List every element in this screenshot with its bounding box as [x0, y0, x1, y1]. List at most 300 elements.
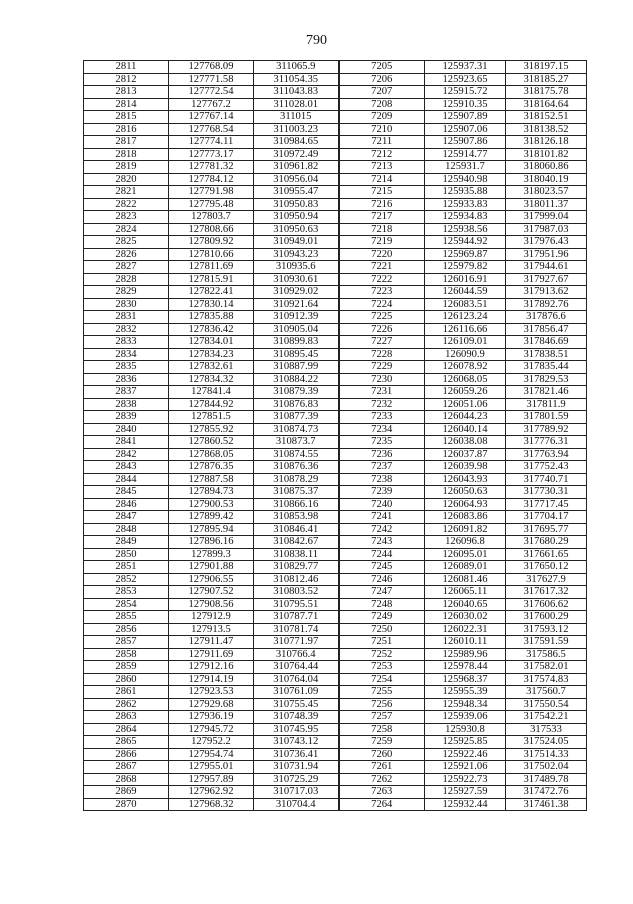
table-cell: 317829.53: [506, 373, 587, 386]
table-cell: 126064.93: [425, 498, 506, 511]
table-cell: 317617.32: [506, 586, 587, 599]
table-cell: 318101.82: [506, 148, 587, 161]
table-cell: 318060.86: [506, 161, 587, 174]
table-cell: 127834.32: [169, 373, 254, 386]
table-cell: 7246: [339, 573, 425, 586]
table-cell: 311065.9: [254, 61, 339, 74]
table-row: [84, 198, 587, 211]
table-row: [84, 186, 587, 199]
table-cell: 2843: [84, 461, 169, 474]
table-cell: 127907.52: [169, 586, 254, 599]
table-cell: 126091.82: [425, 523, 506, 536]
table-cell: 310878.29: [254, 473, 339, 486]
table-cell: 125935.88: [425, 186, 506, 199]
table-cell: 310764.44: [254, 661, 339, 674]
table-cell: 127822.41: [169, 286, 254, 299]
table-row: [84, 511, 587, 524]
table-cell: 127899.42: [169, 511, 254, 524]
table-cell: 126083.86: [425, 511, 506, 524]
table-cell: 7219: [339, 236, 425, 249]
table-cell: 7231: [339, 386, 425, 399]
table-cell: 310795.51: [254, 598, 339, 611]
table-cell: 310955.47: [254, 186, 339, 199]
table-cell: 317680.29: [506, 536, 587, 549]
table-cell: 7261: [339, 761, 425, 774]
table-cell: 311003.23: [254, 123, 339, 136]
table-cell: 127815.91: [169, 273, 254, 286]
table-cell: 310874.73: [254, 423, 339, 436]
table-cell: 2863: [84, 711, 169, 724]
table-cell: 127900.53: [169, 498, 254, 511]
page-number: 790: [306, 33, 327, 48]
table-cell: 310943.23: [254, 248, 339, 261]
table-cell: 7220: [339, 248, 425, 261]
table-cell: 317472.76: [506, 786, 587, 799]
table-cell: 310853.98: [254, 511, 339, 524]
table-row: [84, 298, 587, 311]
table-cell: 2816: [84, 123, 169, 136]
table-cell: 125933.83: [425, 198, 506, 211]
table-cell: 317582.01: [506, 661, 587, 674]
table-cell: 7205: [339, 61, 425, 74]
table-cell: 127962.92: [169, 786, 254, 799]
table-cell: 317730.31: [506, 486, 587, 499]
table-cell: 2827: [84, 261, 169, 274]
table-cell: 127896.16: [169, 536, 254, 549]
table-cell: 2857: [84, 636, 169, 649]
table-cell: 7250: [339, 623, 425, 636]
table-cell: 317821.46: [506, 386, 587, 399]
table-row: [84, 361, 587, 374]
table-row: [84, 98, 587, 111]
table-cell: 125934.83: [425, 211, 506, 224]
table-cell: 317524.05: [506, 736, 587, 749]
table-cell: 127767.14: [169, 111, 254, 124]
table-row: [84, 111, 587, 124]
table-row: [84, 798, 587, 811]
table-row: [84, 286, 587, 299]
table-cell: 317514.33: [506, 748, 587, 761]
table-cell: 2856: [84, 623, 169, 636]
table-cell: 2815: [84, 111, 169, 124]
table-row: [84, 723, 587, 736]
table-row: [84, 711, 587, 724]
table-cell: 7253: [339, 661, 425, 674]
table-cell: 310984.65: [254, 136, 339, 149]
table-cell: 310781.74: [254, 623, 339, 636]
table-cell: 317801.59: [506, 411, 587, 424]
table-cell: 2842: [84, 448, 169, 461]
table-cell: 317892.76: [506, 298, 587, 311]
table-cell: 126059.26: [425, 386, 506, 399]
table-cell: 317627.9: [506, 573, 587, 586]
table-cell: 127808.66: [169, 223, 254, 236]
table-cell: 127774.11: [169, 136, 254, 149]
table-cell: 310873.7: [254, 436, 339, 449]
table-cell: 311043.83: [254, 86, 339, 99]
table-row: [84, 373, 587, 386]
table-cell: 310887.99: [254, 361, 339, 374]
table-cell: 2839: [84, 411, 169, 424]
table-cell: 7259: [339, 736, 425, 749]
table-cell: 2825: [84, 236, 169, 249]
table-cell: 310950.63: [254, 223, 339, 236]
table-cell: 127923.53: [169, 686, 254, 699]
table-cell: 126016.91: [425, 273, 506, 286]
table-cell: 310876.36: [254, 461, 339, 474]
table-cell: 2817: [84, 136, 169, 149]
table-cell: 7207: [339, 86, 425, 99]
table-row: [84, 236, 587, 249]
table-row: [84, 436, 587, 449]
table-cell: 7216: [339, 198, 425, 211]
table-cell: 7233: [339, 411, 425, 424]
table-row: [84, 623, 587, 636]
table-cell: 2869: [84, 786, 169, 799]
table-row: [84, 86, 587, 99]
table-cell: 317574.83: [506, 673, 587, 686]
table-cell: 7260: [339, 748, 425, 761]
table-cell: 127851.5: [169, 411, 254, 424]
table-cell: 2847: [84, 511, 169, 524]
table-cell: 310761.09: [254, 686, 339, 699]
table-cell: 126116.66: [425, 323, 506, 336]
table-cell: 2865: [84, 736, 169, 749]
table-cell: 2821: [84, 186, 169, 199]
table-cell: 7252: [339, 648, 425, 661]
table-cell: 126123.24: [425, 311, 506, 324]
table-cell: 2851: [84, 561, 169, 574]
table-cell: 7211: [339, 136, 425, 149]
table-cell: 7222: [339, 273, 425, 286]
table-cell: 317752.43: [506, 461, 587, 474]
table-cell: 7224: [339, 298, 425, 311]
table-cell: 317560.7: [506, 686, 587, 699]
table-cell: 126010.11: [425, 636, 506, 649]
table-cell: 310764.04: [254, 673, 339, 686]
table-cell: 317704.17: [506, 511, 587, 524]
table-cell: 125948.34: [425, 698, 506, 711]
table-cell: 310766.4: [254, 648, 339, 661]
table-cell: 317951.96: [506, 248, 587, 261]
table-cell: 125930.8: [425, 723, 506, 736]
table-row: [84, 498, 587, 511]
table-cell: 127835.88: [169, 311, 254, 324]
table-cell: 126083.51: [425, 298, 506, 311]
table-cell: 2866: [84, 748, 169, 761]
table-cell: 7262: [339, 773, 425, 786]
table-cell: 317593.12: [506, 623, 587, 636]
table-cell: 127945.72: [169, 723, 254, 736]
table-cell: 310875.37: [254, 486, 339, 499]
table-cell: 7210: [339, 123, 425, 136]
table-row: [84, 686, 587, 699]
table-cell: 2853: [84, 586, 169, 599]
table-row: [84, 598, 587, 611]
table-cell: 318185.27: [506, 73, 587, 86]
table-cell: 318126.18: [506, 136, 587, 149]
table-cell: 2836: [84, 373, 169, 386]
table-cell: 127795.48: [169, 198, 254, 211]
table-cell: 310879.39: [254, 386, 339, 399]
table-cell: 125940.98: [425, 173, 506, 186]
table-row: [84, 548, 587, 561]
table-cell: 317763.94: [506, 448, 587, 461]
table-cell: 125914.77: [425, 148, 506, 161]
table-cell: 2859: [84, 661, 169, 674]
table-row: [84, 561, 587, 574]
table-cell: 317717.45: [506, 498, 587, 511]
table-cell: 318152.51: [506, 111, 587, 124]
table-cell: 310930.61: [254, 273, 339, 286]
table-cell: 310912.39: [254, 311, 339, 324]
table-cell: 317461.38: [506, 798, 587, 811]
table-cell: 7226: [339, 323, 425, 336]
table-cell: 2831: [84, 311, 169, 324]
table-cell: 7213: [339, 161, 425, 174]
table-cell: 2848: [84, 523, 169, 536]
table-cell: 2814: [84, 98, 169, 111]
table-cell: 127844.92: [169, 398, 254, 411]
table-cell: 126068.05: [425, 373, 506, 386]
table-cell: 125938.56: [425, 223, 506, 236]
table-cell: 127836.42: [169, 323, 254, 336]
table-cell: 317838.51: [506, 348, 587, 361]
table-cell: 127860.52: [169, 436, 254, 449]
table-cell: 317927.67: [506, 273, 587, 286]
table-row: [84, 698, 587, 711]
table-row: [84, 586, 587, 599]
table-row: [84, 398, 587, 411]
table-cell: 127773.17: [169, 148, 254, 161]
table-cell: 317740.71: [506, 473, 587, 486]
table-cell: 125907.06: [425, 123, 506, 136]
table-cell: 7264: [339, 798, 425, 811]
table-cell: 2840: [84, 423, 169, 436]
table-cell: 310748.39: [254, 711, 339, 724]
table-row: [84, 736, 587, 749]
table-cell: 2860: [84, 673, 169, 686]
table-cell: 126044.59: [425, 286, 506, 299]
table-row: [84, 423, 587, 436]
table-cell: 7249: [339, 611, 425, 624]
table-cell: 126051.06: [425, 398, 506, 411]
table-cell: 2858: [84, 648, 169, 661]
table-cell: 317695.77: [506, 523, 587, 536]
table-cell: 310731.94: [254, 761, 339, 774]
table-cell: 127912.16: [169, 661, 254, 674]
table-cell: 127936.19: [169, 711, 254, 724]
table-cell: 2868: [84, 773, 169, 786]
table-cell: 127908.56: [169, 598, 254, 611]
table-cell: 7209: [339, 111, 425, 124]
table-cell: 2812: [84, 73, 169, 86]
table-cell: 317502.04: [506, 761, 587, 774]
table-cell: 2822: [84, 198, 169, 211]
table-cell: 125910.35: [425, 98, 506, 111]
table-cell: 125907.89: [425, 111, 506, 124]
table-cell: 310949.01: [254, 236, 339, 249]
table-cell: 127911.69: [169, 648, 254, 661]
table-cell: 317591.59: [506, 636, 587, 649]
table-cell: 7225: [339, 311, 425, 324]
table-row: [84, 448, 587, 461]
table-cell: 125915.72: [425, 86, 506, 99]
table-row: [84, 461, 587, 474]
table-cell: 127929.68: [169, 698, 254, 711]
table-cell: 127834.23: [169, 348, 254, 361]
table-cell: 125978.44: [425, 661, 506, 674]
table-cell: 126038.08: [425, 436, 506, 449]
table-cell: 7229: [339, 361, 425, 374]
table-cell: 7223: [339, 286, 425, 299]
table-cell: 2834: [84, 348, 169, 361]
table-cell: 125968.37: [425, 673, 506, 686]
table-cell: 127954.74: [169, 748, 254, 761]
table-cell: 317876.6: [506, 311, 587, 324]
table-cell: 2862: [84, 698, 169, 711]
table-row: [84, 536, 587, 549]
table-cell: 127811.69: [169, 261, 254, 274]
table-cell: 317600.29: [506, 611, 587, 624]
table-cell: 127855.92: [169, 423, 254, 436]
table-cell: 310725.29: [254, 773, 339, 786]
table-cell: 7208: [339, 98, 425, 111]
table-cell: 310876.83: [254, 398, 339, 411]
table-cell: 7247: [339, 586, 425, 599]
table-row: [84, 348, 587, 361]
table-cell: 7258: [339, 723, 425, 736]
table-row: [84, 248, 587, 261]
table-row: [84, 411, 587, 424]
table-cell: 317976.43: [506, 236, 587, 249]
table-cell: 127911.47: [169, 636, 254, 649]
table-cell: 126050.63: [425, 486, 506, 499]
table-cell: 310787.71: [254, 611, 339, 624]
table-cell: 127784.12: [169, 173, 254, 186]
table-cell: 318197.15: [506, 61, 587, 74]
table-cell: 2849: [84, 536, 169, 549]
table-cell: 2835: [84, 361, 169, 374]
table-cell: 310736.41: [254, 748, 339, 761]
table-cell: 310895.45: [254, 348, 339, 361]
table-cell: 125927.59: [425, 786, 506, 799]
table-row: [84, 761, 587, 774]
table-cell: 318164.64: [506, 98, 587, 111]
table-cell: 7257: [339, 711, 425, 724]
table-cell: 127810.66: [169, 248, 254, 261]
table-cell: 2830: [84, 298, 169, 311]
table-cell: 126022.31: [425, 623, 506, 636]
table-cell: 125923.65: [425, 73, 506, 86]
table-cell: 7218: [339, 223, 425, 236]
table-cell: 126081.46: [425, 573, 506, 586]
table-cell: 127955.01: [169, 761, 254, 774]
table-row: [84, 611, 587, 624]
table-cell: 310838.11: [254, 548, 339, 561]
table-row: [84, 386, 587, 399]
table-row: [84, 173, 587, 186]
table-cell: 125907.86: [425, 136, 506, 149]
table-cell: 127887.58: [169, 473, 254, 486]
table-cell: 310866.16: [254, 498, 339, 511]
table-cell: 127830.14: [169, 298, 254, 311]
table-cell: 317944.61: [506, 261, 587, 274]
table-cell: 125922.73: [425, 773, 506, 786]
table-cell: 2867: [84, 761, 169, 774]
table-cell: 310755.45: [254, 698, 339, 711]
table-cell: 127906.55: [169, 573, 254, 586]
table-cell: 127768.54: [169, 123, 254, 136]
table-cell: 127913.5: [169, 623, 254, 636]
table-cell: 127841.4: [169, 386, 254, 399]
table-cell: 310961.82: [254, 161, 339, 174]
table-row: [84, 636, 587, 649]
table-row: [84, 773, 587, 786]
table-row: [84, 748, 587, 761]
table-cell: 126109.01: [425, 336, 506, 349]
table-row: [84, 148, 587, 161]
table-cell: 125944.92: [425, 236, 506, 249]
table-cell: 125979.82: [425, 261, 506, 274]
table-cell: 127771.58: [169, 73, 254, 86]
table-cell: 310877.39: [254, 411, 339, 424]
table-cell: 7240: [339, 498, 425, 511]
table-cell: 125922.46: [425, 748, 506, 761]
table-cell: 126040.65: [425, 598, 506, 611]
table-cell: 317586.5: [506, 648, 587, 661]
table-cell: 7232: [339, 398, 425, 411]
table-cell: 7243: [339, 536, 425, 549]
table-cell: 126037.87: [425, 448, 506, 461]
table-cell: 7234: [339, 423, 425, 436]
table-row: [84, 786, 587, 799]
table-cell: 311054.35: [254, 73, 339, 86]
table-cell: 7212: [339, 148, 425, 161]
table-cell: 126095.01: [425, 548, 506, 561]
table-cell: 2850: [84, 548, 169, 561]
table-row: [84, 123, 587, 136]
coordinates-table-body: [84, 61, 587, 811]
table-cell: 2838: [84, 398, 169, 411]
table-cell: 127834.01: [169, 336, 254, 349]
table-cell: 127894.73: [169, 486, 254, 499]
table-row: [84, 648, 587, 661]
table-cell: 310950.83: [254, 198, 339, 211]
table-cell: 311015: [254, 111, 339, 124]
table-cell: 7217: [339, 211, 425, 224]
table-cell: 127809.92: [169, 236, 254, 249]
table-row: [84, 211, 587, 224]
table-cell: 126039.98: [425, 461, 506, 474]
table-cell: 127876.35: [169, 461, 254, 474]
table-cell: 127957.89: [169, 773, 254, 786]
table-cell: 310846.41: [254, 523, 339, 536]
table-cell: 317489.78: [506, 773, 587, 786]
table-cell: 125921.06: [425, 761, 506, 774]
table-cell: 317661.65: [506, 548, 587, 561]
table-cell: 7206: [339, 73, 425, 86]
table-cell: 318040.19: [506, 173, 587, 186]
table-cell: 7236: [339, 448, 425, 461]
table-cell: 317913.62: [506, 286, 587, 299]
table-cell: 7263: [339, 786, 425, 799]
table-cell: 126043.93: [425, 473, 506, 486]
table-cell: 310935.6: [254, 261, 339, 274]
table-cell: 7251: [339, 636, 425, 649]
table-cell: 127803.7: [169, 211, 254, 224]
table-row: [84, 486, 587, 499]
